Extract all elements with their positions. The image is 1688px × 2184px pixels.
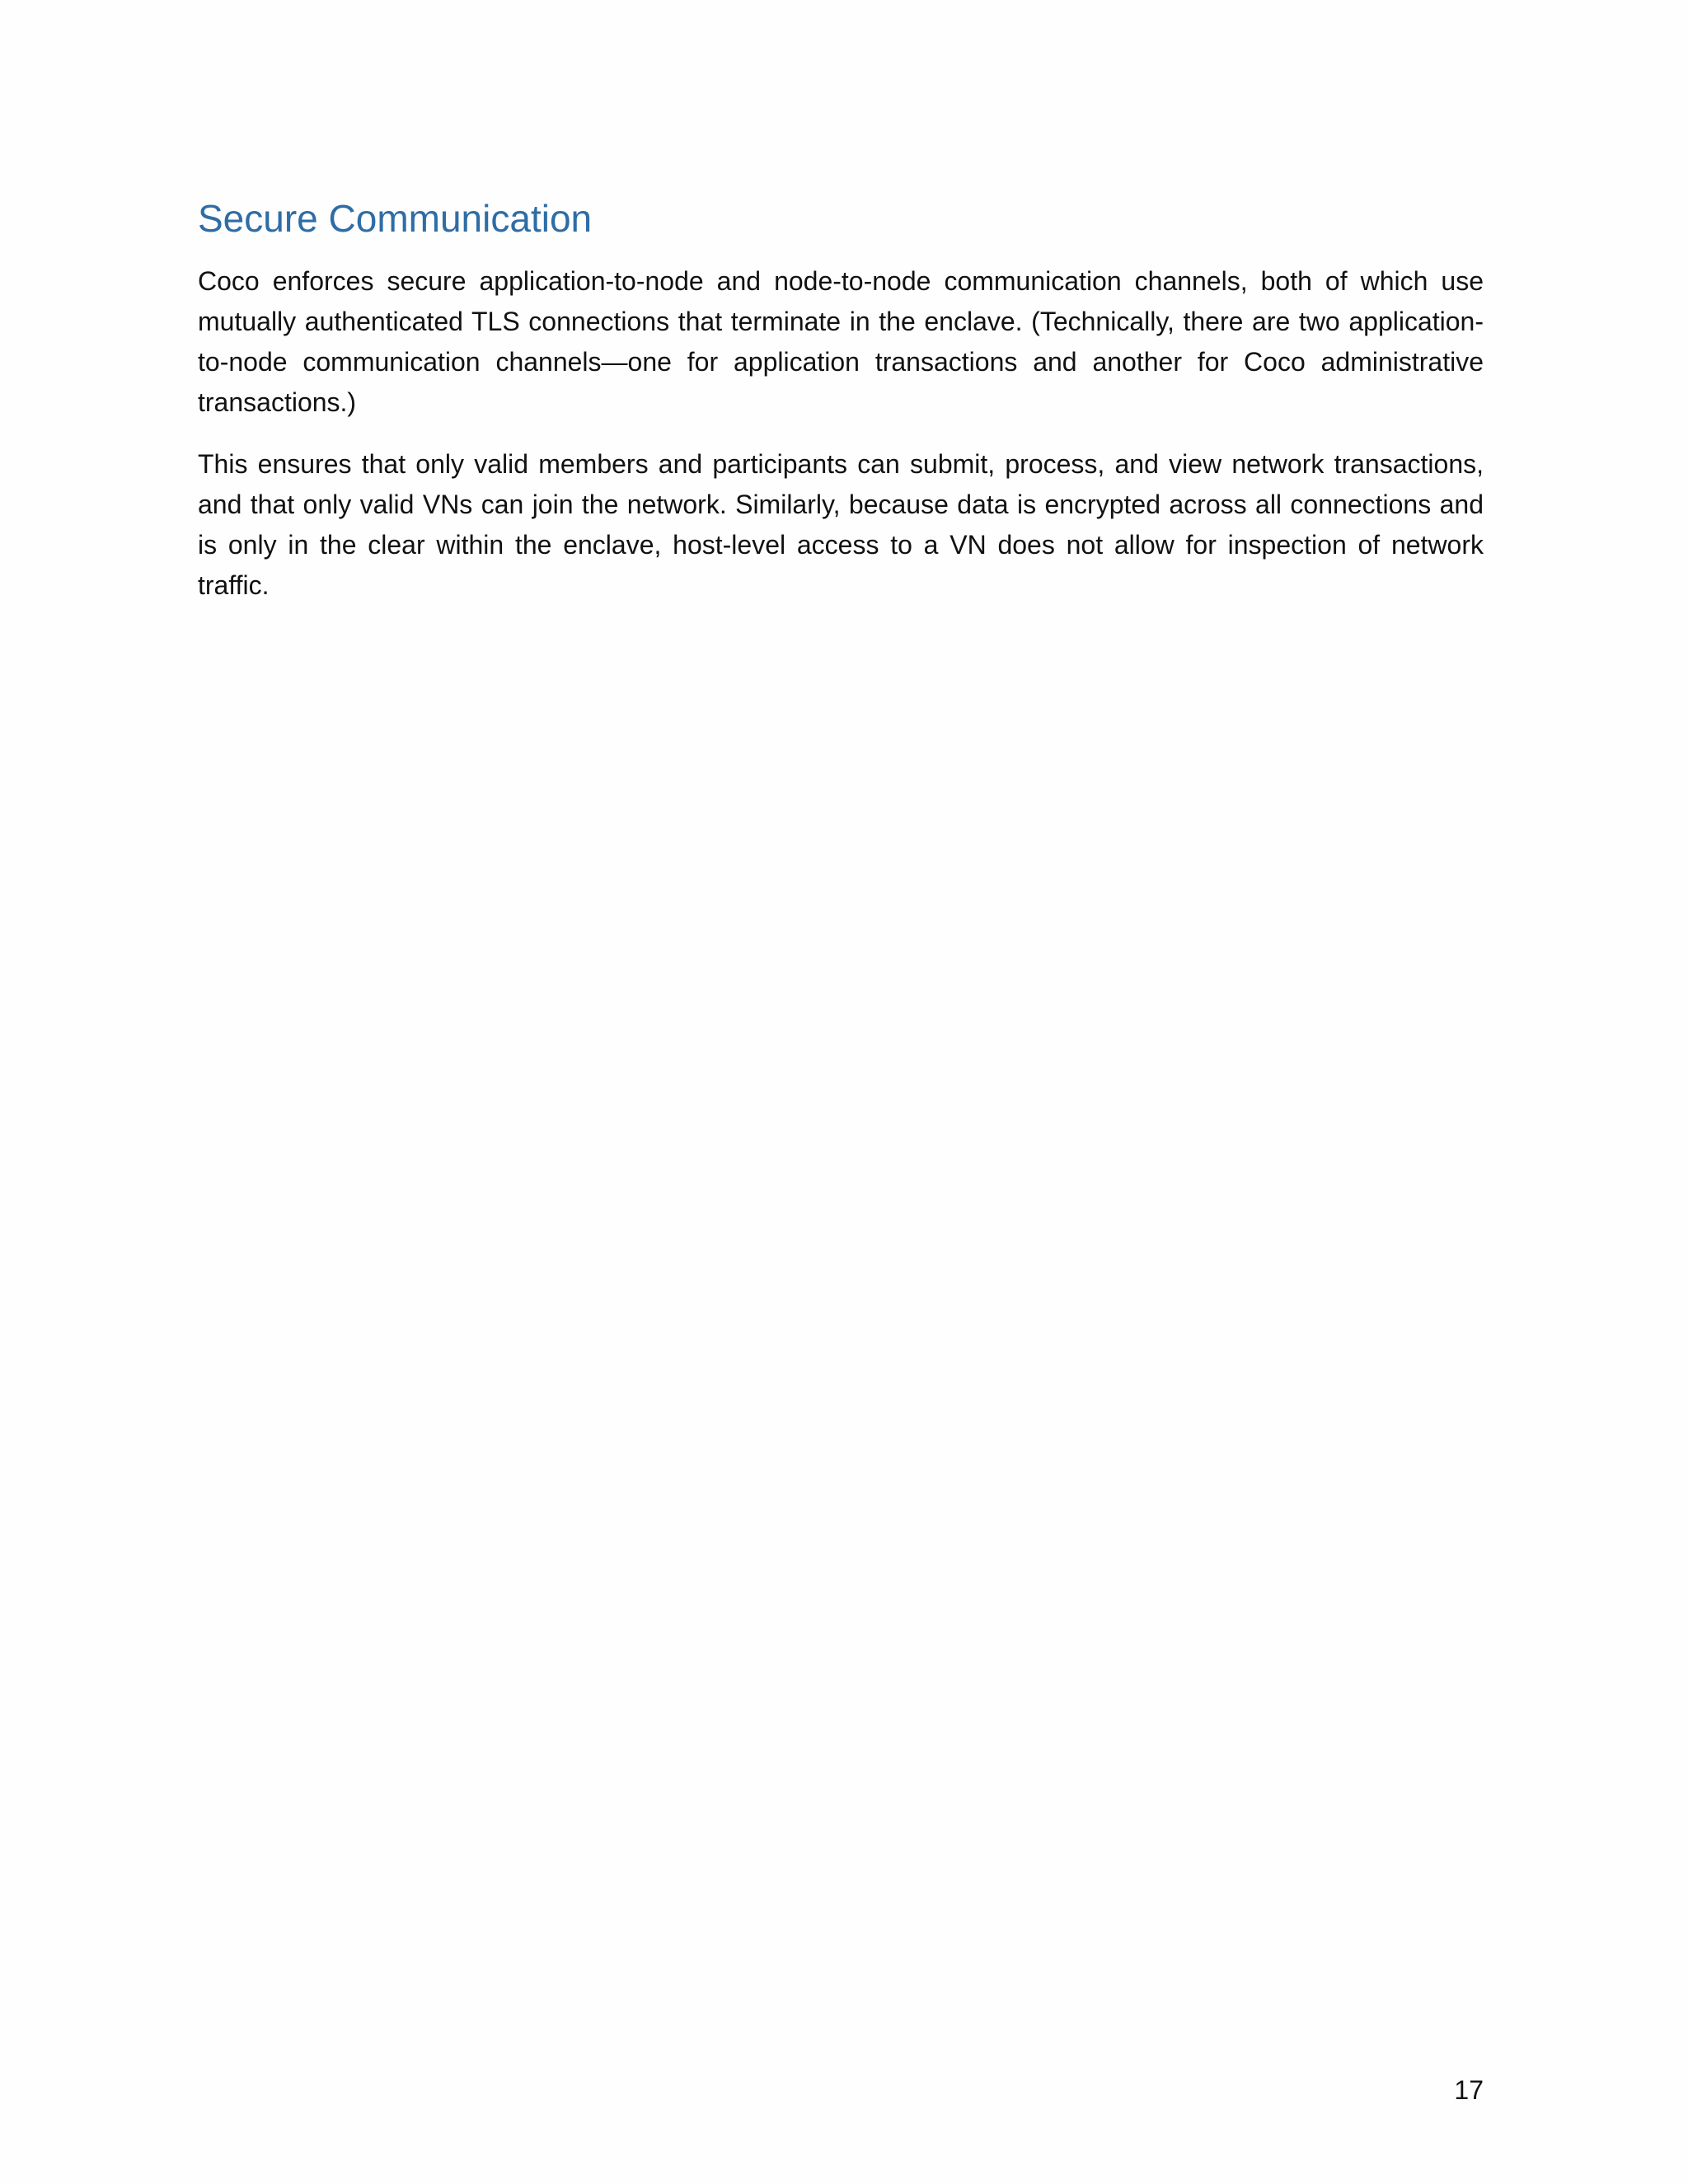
body-paragraph-2: This ensures that only valid members and participants can submit, process, and view network transactions, and that only valid VNs can join the network. Similarly, because data is encrypted across all connections and is only in the clear within the enclave, host-level access to a VN does not allow for inspection of network traffic. [198, 449, 1484, 601]
section-heading: Secure Communication [198, 197, 593, 240]
page-number: 17 [1454, 2075, 1484, 2105]
body-paragraph-1: Coco enforces secure application-to-node and node-to-node communication channels, both of which use mutually authenticated TLS connections that terminate in the enclave. (Technically, there are two application-to-node communication channels—one for application transactions and another for Coco administrative transactions.) [198, 266, 1484, 418]
page-content [198, 196, 1484, 627]
